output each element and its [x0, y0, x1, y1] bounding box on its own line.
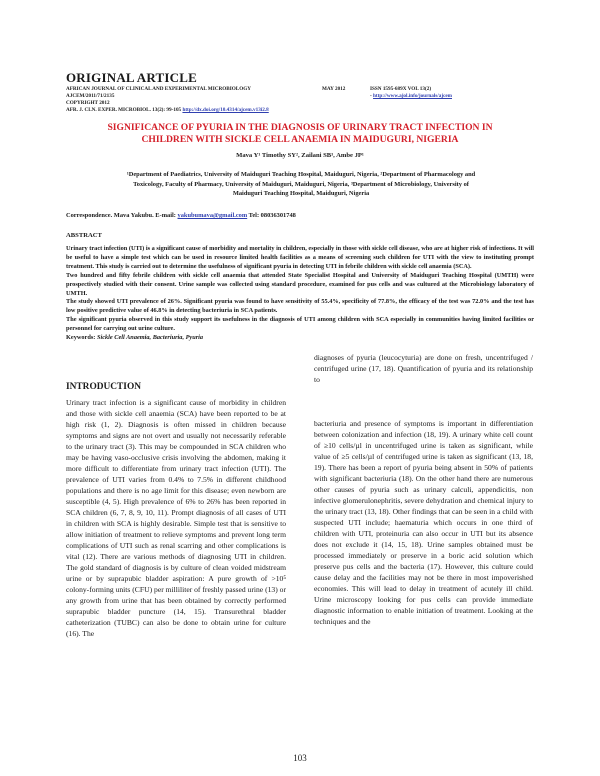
issn-volume: ISSN 1595-689X VOL 13(2) — [370, 86, 432, 92]
keywords-label: Keywords: — [66, 334, 96, 342]
section-label: ORIGINAL ARTICLE — [66, 70, 197, 85]
doi-link[interactable]: http://dx.doi.org/10.4314/ajcem.v13i2.8 — [182, 107, 269, 113]
journal-code: AJCEM/2011/71/2135 — [66, 93, 115, 99]
journal-website-link[interactable]: http://www.ajol.info/journals/ajcem — [373, 93, 452, 99]
correspondence-prefix: Correspondence. Mava Yakubu. E-mail: — [66, 212, 178, 219]
affiliation-line: ¹Department of Paediatrics, University of Maiduguri Teaching Hospital, Maiduguri, Nigeria, ²Department of Pharmacology and — [126, 171, 476, 178]
journal-name: AFRICAN JOURNAL OF CLINICAL AND EXPERIMENTAL MICROBIOLOGY — [66, 86, 252, 92]
title-line: CHILDREN WITH SICKLE CELL ANAEMIA IN MAIDUGURI, NIGERIA — [141, 134, 459, 145]
introduction-heading: INTRODUCTION — [66, 382, 142, 392]
abstract-paragraph: Urinary tract infection (UTI) is a significant cause of morbidity and mortality in children, especially in those with sickle cell disease, who are at higher risk of infections. It will be useful to have a simple test which can be used in resource limited health facilities as a means of screening such children for UTI with the view to instituting prompt treatment. This study is carried out to determine the usefulness of significant pyuria in detecting UTI in febrile children with sickle cell anaemia (SCA). — [66, 245, 534, 270]
abstract-paragraph: Two hundred and fifty febrile children with sickle cell anaemia that attended State Specialist Hospital and University of Maiduguri Teaching Hospital (UMTH) were prospectively studied with their consent. Urine sample was collected using standard procedure, examined for pus cells and was cultured at the Microbiology laboratory of UMTH. — [66, 271, 534, 297]
affiliations — [66, 170, 536, 199]
author-list: Mava Y¹ Timothy SY², Zailani SB³, Ambe JP¹ — [236, 152, 364, 159]
intro-column-right-top — [314, 353, 533, 386]
title-line: SIGNIFICANCE OF PYURIA IN THE DIAGNOSIS OF URINARY TRACT INFECTION IN — [107, 122, 493, 133]
abstract-heading: ABSTRACT — [66, 232, 102, 239]
keywords-values: Sickle Cell Anaemia, Bacteriuria, Pyuria — [95, 334, 204, 342]
citation — [66, 107, 269, 114]
citation-prefix: AFR. J. CLN. EXPER. MICROBIOL. 13(2): 99-105 — [66, 107, 182, 113]
abstract-body — [66, 245, 534, 343]
page-number: 103 — [293, 753, 307, 763]
abstract-paragraph: The study showed UTI prevalence of 26%. Significant pyuria was found to have sensitivity of 55.4%, specificity of 77.8%, the efficacy of the test was 72.0% and the test has low positive predictive value of 46.8% in detecting bacteriuria in SCA patients. — [66, 298, 534, 315]
copyright: COPYRIGHT 2012 — [66, 100, 110, 106]
issue-date: MAY 2012 — [322, 86, 346, 92]
correspondence — [66, 212, 296, 219]
abstract-paragraph: The significant pyuria observed in this study support its usefulness in the diagnosis of UTI among children with SCA especially in communities having limited facilities or personnel for carrying out urine culture. — [66, 316, 534, 333]
keywords — [66, 334, 534, 343]
telephone: Tel: 08036301748 — [247, 212, 296, 219]
body-paragraph: Urinary tract infection is a significant cause of morbidity in children and those with sickle cell anaemia (SCA) have been reported to be at high risk (1, 2). Diagnosis is often missed in children because symptoms and signs are not overt and usually not necessarily referable to the urinary tract (3). This may be compounded in SCA children who may be having vaso-occlusive crisis involving the abdomen, making it more difficult to differentiate from urinary tract infection (UTI). The prevalence of UTI varies from 0.4% to 7.5% in different childhood populations and there is no age limit for this disease; even newborn are susceptible (4, 5). High prevalence of 6% to 26% has been reported in SCA children (6, 7, 8, 9, 10, 11). Prompt diagnosis of all cases of UTI in children with SCA is highly desirable. Simple test that is sensitive to allow initiation of treatment to relieve symptoms and prevent long term complications of UTI such as renal scarring and other complications is vital (12). There are various methods of diagnosing UTI in children. The gold standard of diagnosis is by culture of clean voided midstream urine or by suprapubic bladder aspiration: A pure growth of >10⁵ colony-forming units (CFU) per milliliter of freshly passed urine (13) or any growth from urine that has been obtained by correctly performed suprapubic bladder puncture (14, 15). Transurethral bladder catheterization (TUBC) can also be done to obtain urine for culture (16). The — [66, 398, 286, 638]
email-link[interactable]: yakubumava@gmail.com — [177, 212, 248, 219]
paper-title — [60, 122, 540, 146]
body-paragraph: diagnoses of pyuria (leucocyturia) are done on fresh, uncentrifuged / centrifuged urine (17, 18). Quantification of pyuria and its relationship to — [314, 353, 533, 384]
intro-column-right — [314, 419, 533, 628]
website-prefix: - — [370, 93, 372, 99]
affiliation-line: Toxicology, Faculty of Pharmacy, University of Maiduguri, Maiduguri, Nigeria, ³Department of Microbiology, University of — [133, 180, 469, 188]
body-paragraph: bacteriuria and presence of symptoms is important in differentiation between colonization and infection (18, 19). A urinary white cell count of ≥10 cells/µl in uncentrifuged urine is taken as significant, while value of ≥5 cells/µl of centrifuged urine is taken as significant (13, 18, 19). There has been a report of pyuria being absent in 50% of patients with significant bacteriuria (18). On the other hand there are numerous other causes of pyuria such as urinary calculi, appendicitis, non infective glomerulonephritis, severe dehydration and chemical injury to the urinary tract (13, 18). Other findings that can be seen in a child with suspected UTI include; haematuria which occurs in one third of children with UTI, proteinuria can also occur in UTI but its absence does not exclude it (14, 15, 18). Urine samples obtained must be processed immediately or preserve in a boric acid solution which preserve pus cells and the bacteria (17). However, this culture could cause delay and the facilities may not be there in most impoverished economies. This will lead to delay in treatment of acutely ill child. Urine microscopy looking for pus cells can provide immediate diagnostic information to enable initiation of treatment. Looking at the techniques and the — [314, 419, 533, 626]
website-line — [370, 93, 452, 100]
intro-column-left — [66, 398, 286, 640]
affiliation-line: Maiduguri Teaching Hospital, Maiduguri, Nigeria — [232, 190, 370, 198]
